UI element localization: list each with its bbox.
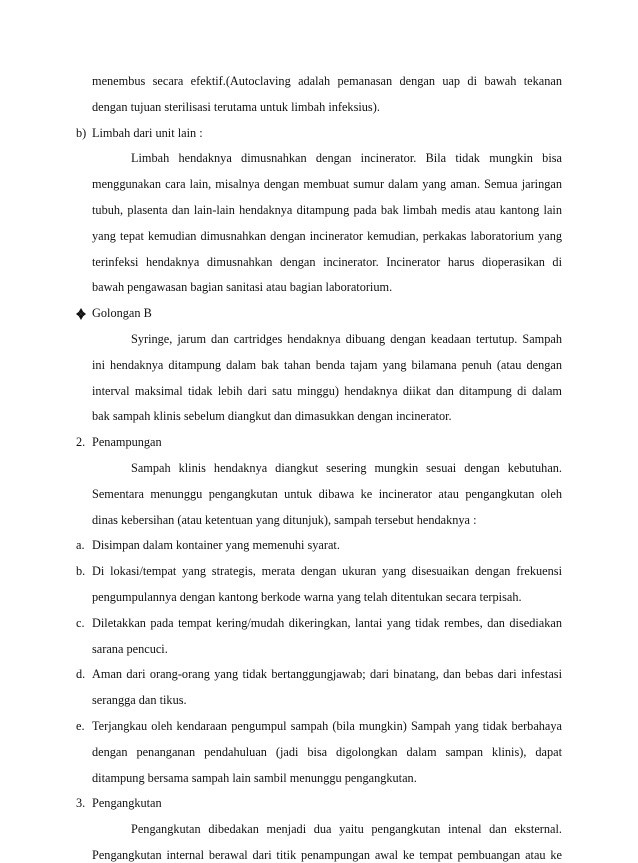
paragraph-line: terinfeksi hendaknya dimusnahkan dengan incinerator. Incinerator harus dioperasikan di — [92, 255, 562, 269]
paragraph-line: dinas kebersihan (atau ketentuan yang ditunjuk), sampah tersebut hendaknya : — [92, 513, 477, 527]
list-marker: e. — [76, 719, 85, 733]
list-item-line: ditampung bersama sampah lain sambil menunggu pengangkutan. — [92, 771, 417, 785]
paragraph-line: menembus secara efektif.(Autoclaving adalah pemanasan dengan uap di bawah tekanan — [92, 74, 562, 88]
paragraph-line: menggunakan cara lain, misalnya dengan membuat sumur dalam yang aman. Semua jaringan — [92, 177, 562, 191]
paragraph-line: interval maksimal tidak lebih dari satu minggu) hendaknya diikat dan ditampung di dalam — [92, 384, 562, 398]
paragraph-line: bawah pengawasan bagian sanitasi atau bagian laboratorium. — [92, 280, 393, 294]
list-marker: d. — [76, 667, 86, 681]
paragraph-line: ini hendaknya ditampung dalam bak tahan benda tajam yang bilamana penuh (atau dengan — [92, 358, 562, 372]
section-heading: Golongan B — [92, 306, 152, 320]
list-item-line: Diletakkan pada tempat kering/mudah dikeringkan, lantai yang tidak rembes, dan disediakan — [92, 616, 562, 630]
paragraph-line: Syringe, jarum dan cartridges hendaknya dibuang dengan keadaan tertutup. Sampah — [131, 332, 562, 346]
list-item-line: sarana pencuci. — [92, 642, 168, 656]
list-item-line: pengumpulannya dengan kantong berkode warna yang telah ditentukan secara terpisah. — [92, 590, 522, 604]
list-item-line: serangga dan tikus. — [92, 693, 187, 707]
paragraph-line: Sampah klinis hendaknya diangkut sesering mungkin sesuai dengan kebutuhan. — [131, 461, 562, 475]
paragraph-line: dengan tujuan sterilisasi terutama untuk limbah infeksius). — [92, 100, 380, 114]
list-marker: c. — [76, 616, 85, 630]
paragraph-line: bak sampah klinis sebelum diangkut dan dimasukkan dengan incinerator. — [92, 409, 452, 423]
paragraph-line: Sementara menunggu pengangkutan untuk dibawa ke incinerator atau pengangkutan oleh — [92, 487, 562, 501]
paragraph-line: Limbah hendaknya dimusnahkan dengan incinerator. Bila tidak mungkin bisa — [131, 151, 562, 165]
list-item-line: dengan penanganan pendahuluan (jadi bisa digolongkan dalam sampan klinis), dapat — [92, 745, 562, 759]
section-heading: Pengangkutan — [92, 796, 162, 810]
diamond-bullet-icon — [76, 308, 86, 320]
section-heading: Penampungan — [92, 435, 162, 449]
paragraph-line: Pengangkutan internal berawal dari titik penampungan awal ke tempat pembuangan atau ke — [92, 848, 562, 862]
section-heading: Limbah dari unit lain : — [92, 126, 203, 140]
list-marker: 2. — [76, 435, 86, 449]
paragraph-line: Pengangkutan dibedakan menjadi dua yaitu pengangkutan intenal dan eksternal. — [131, 822, 562, 836]
list-item-line: Aman dari orang-orang yang tidak bertanggungjawab; dari binatang, dan bebas dari infestasi — [92, 667, 562, 681]
list-item-line: Di lokasi/tempat yang strategis, merata dengan ukuran yang disesuaikan dengan frekuensi — [92, 564, 562, 578]
paragraph-line: tubuh, plasenta dan lain-lain hendaknya ditampung pada bak limbah medis atau kantong lain — [92, 203, 562, 217]
list-marker: b. — [76, 564, 86, 578]
list-marker: a. — [76, 538, 85, 552]
list-item-line: Disimpan dalam kontainer yang memenuhi syarat. — [92, 538, 340, 552]
list-item-line: Terjangkau oleh kendaraan pengumpul sampah (bila mungkin) Sampah yang tidak berbahaya — [92, 719, 562, 733]
list-marker: 3. — [76, 796, 86, 810]
list-marker: b) — [76, 126, 87, 140]
paragraph-line: yang tepat kemudian dimusnahkan dengan incinerator kemudian, perkakas laboratorium yang — [92, 229, 562, 243]
